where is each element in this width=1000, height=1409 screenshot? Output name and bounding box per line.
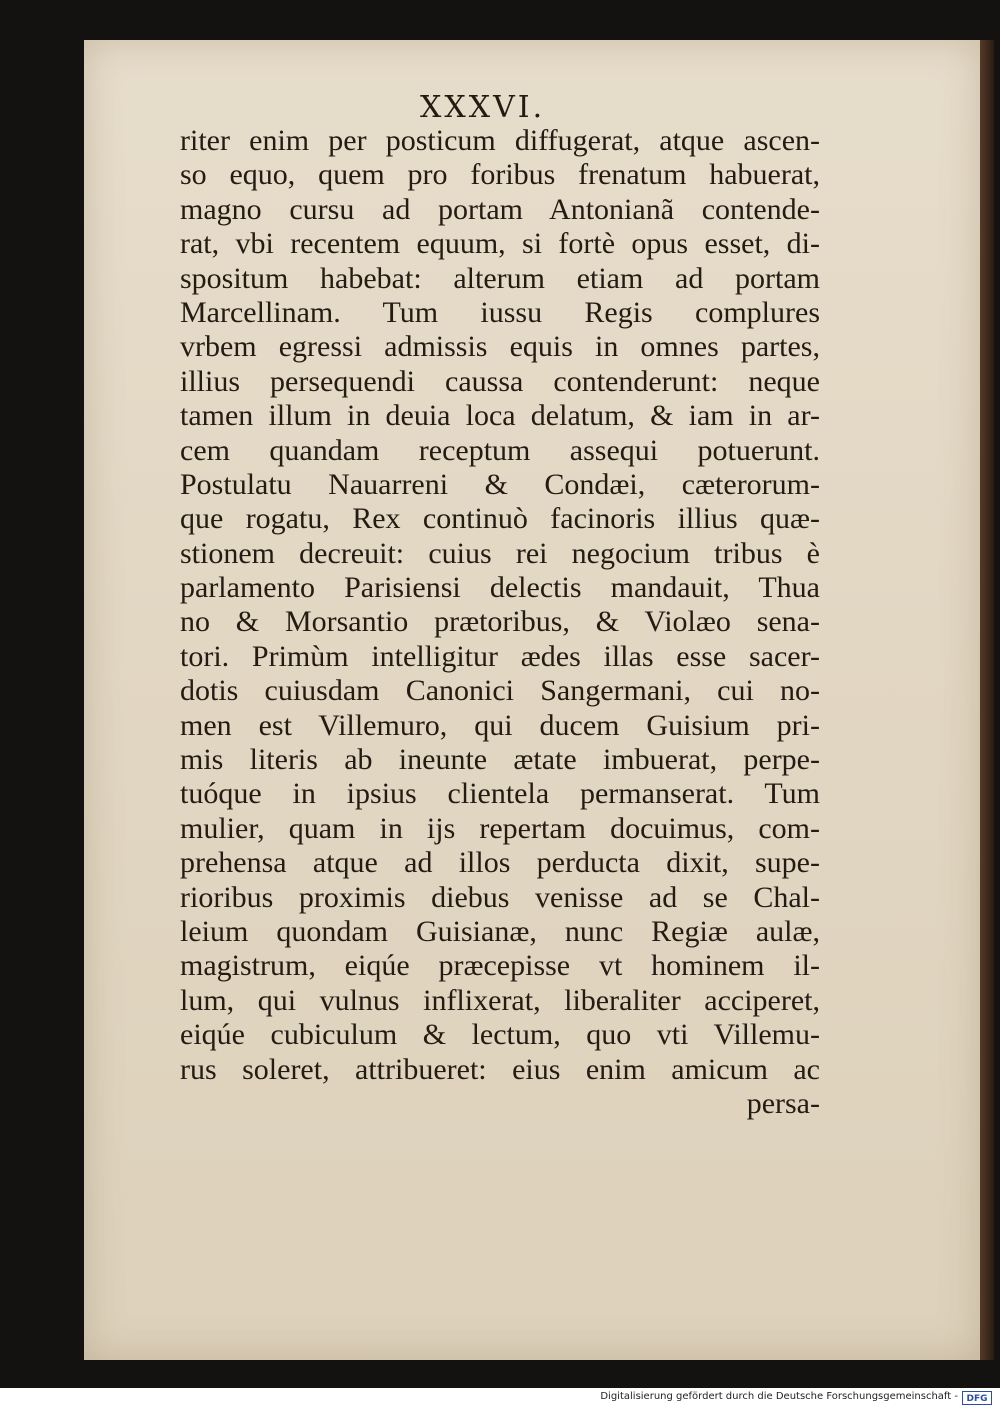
text-line: dotis cuiusdam Canonici Sangermani, cui no- — [180, 674, 820, 708]
text-line: rioribus proximis diebus venisse ad se Chal- — [180, 880, 820, 914]
text-line: spositum habebat: alterum etiam ad portam — [180, 261, 820, 295]
text-line: tori. Primùm intelligitur ædes illas esse sacer- — [180, 639, 820, 673]
text-line: men est Villemuro, qui ducem Guisium pri- — [180, 708, 820, 742]
text-line: eiqúe cubiculum & lectum, quo vti Villemu- — [180, 1018, 820, 1052]
text-line: rat, vbi recentem equum, si fortè opus esset, di- — [180, 227, 820, 261]
page-number: XXXVI. — [420, 90, 546, 125]
text-line: mis literis ab ineunte ætate imbuerat, perpe- — [180, 743, 820, 777]
text-block — [180, 124, 820, 1121]
text-line: so equo, quem pro foribus frenatum habuerat, — [180, 158, 820, 192]
text-line: no & Morsantio prætoribus, & Violæo sena- — [180, 605, 820, 639]
text-line: lum, qui vulnus inflixerat, liberaliter acciperet, — [180, 983, 820, 1017]
text-line: rus soleret, attribueret: eius enim amicum ac — [180, 1052, 820, 1086]
text-line: parlamento Parisiensi delectis mandauit, Thua — [180, 571, 820, 605]
text-line: stionem decreuit: cuius rei negocium tribus è — [180, 536, 820, 570]
text-line: tamen illum in deuia loca delatum, & iam in ar- — [180, 399, 820, 433]
text-line: tuóque in ipsius clientela permanserat. Tum — [180, 777, 820, 811]
text-line: leium quondam Guisianæ, nunc Regiæ aulæ, — [180, 914, 820, 948]
text-line: vrbem egressi admissis equis in omnes partes, — [180, 330, 820, 364]
dfg-logo-icon: DFG — [962, 1391, 992, 1405]
text-line: cem quandam receptum assequi potuerunt. — [180, 433, 820, 467]
text-line: Marcellinam. Tum iussu Regis complures — [180, 295, 820, 329]
text-line: mulier, quam in ijs repertam docuimus, com- — [180, 811, 820, 845]
text-line: Postulatu Nauarreni & Condæi, cæterorum- — [180, 467, 820, 501]
footer-credit: Digitalisierung gefördert durch die Deutsche Forschungsgemeinschaft - — [600, 1391, 958, 1402]
footer — [0, 1388, 1000, 1409]
text-line: que rogatu, Rex continuò facinoris illius quæ- — [180, 502, 820, 536]
text-line: magno cursu ad portam Antonianã contende- — [180, 192, 820, 226]
text-line: illius persequendi caussa contenderunt: neque — [180, 364, 820, 398]
catchword: persa- — [746, 1086, 820, 1120]
text-line: magistrum, eiqúe præcepisse vt hominem il- — [180, 949, 820, 983]
text-line: prehensa atque ad illos perducta dixit, supe- — [180, 846, 820, 880]
text-line: riter enim per posticum diffugerat, atque ascen- — [180, 124, 820, 157]
